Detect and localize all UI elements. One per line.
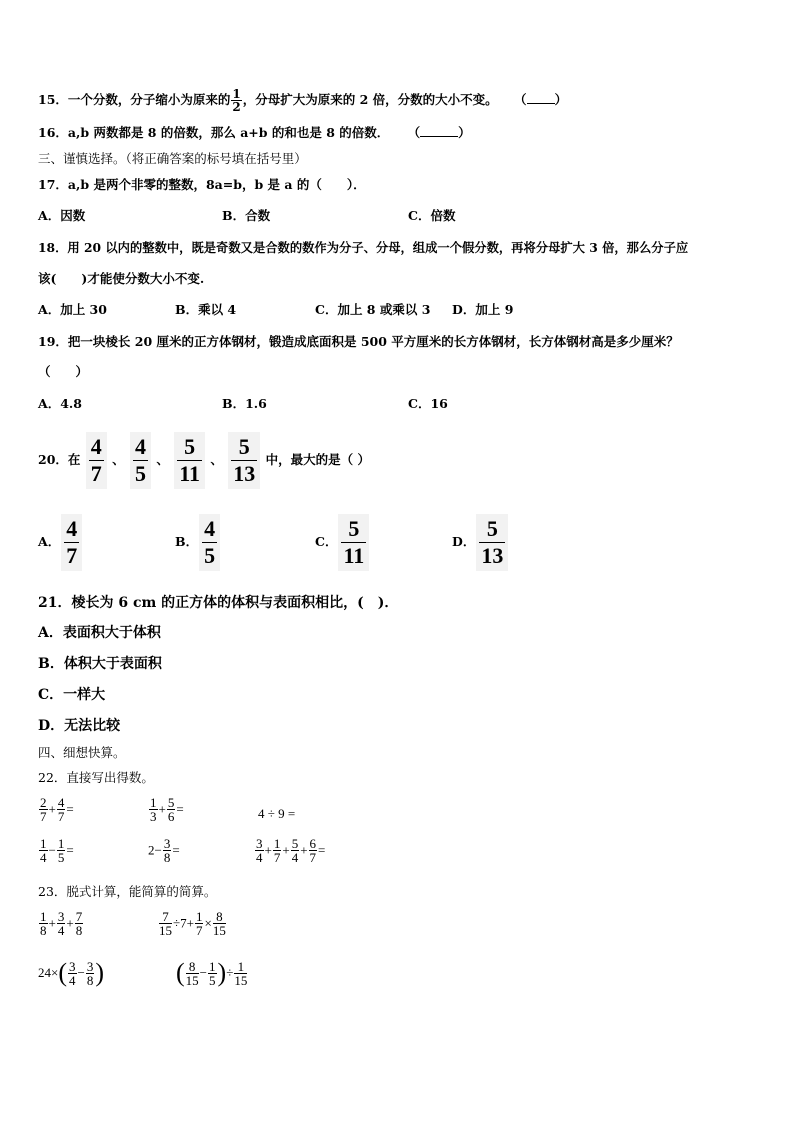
question-20-stem xyxy=(38,430,370,492)
q15-bracket-close: ） xyxy=(554,92,568,107)
question-19-stem: 19．把一块棱长 20 厘米的正方体钢材，锻造成底面积是 500 平方厘米的长方体钢材，长方体钢材高是多少厘米？ xyxy=(38,334,679,349)
times-sign: × xyxy=(204,915,212,931)
q23-e2-frac-a: $\frac{7}{15}$ xyxy=(159,909,172,938)
q17-option-c[interactable]: C．倍数 xyxy=(408,208,456,223)
divide-sign: ÷ xyxy=(226,965,234,980)
plus-sign: + xyxy=(48,915,56,931)
q20-option-c-fraction xyxy=(338,514,369,571)
number-seven: 7 xyxy=(180,915,187,931)
q19-option-b[interactable]: B．1.6 xyxy=(222,396,267,411)
q20-frac-2-denominator: 5 xyxy=(135,461,146,486)
q20-option-a-fraction xyxy=(61,514,82,571)
q20-option-a-numerator: 4 xyxy=(66,516,78,541)
q15-answer-blank[interactable] xyxy=(527,103,555,104)
q15-number: 15． xyxy=(38,92,68,107)
q20-frac-4-denominator: 13 xyxy=(233,461,256,486)
q23-expr-1 xyxy=(38,910,84,937)
q23-e1-frac-c: $\frac{7}{8}$ xyxy=(75,909,83,938)
q23-expr-3: 24×( $\frac{3}{4}$ − $\frac{3}{8}$ ) xyxy=(38,958,105,988)
q21-option-d[interactable]: D．无法比较 xyxy=(38,718,121,734)
q22-expr-4 xyxy=(38,837,74,864)
q20-option-d-fraction xyxy=(476,514,508,571)
q15-text-b: ，分母扩大为原来的 2 倍，分数的大小不变。 xyxy=(242,92,498,107)
plus-sign: + xyxy=(300,842,308,858)
q22-expr-1 xyxy=(38,796,74,823)
q18-option-a[interactable]: A．加上 30 xyxy=(38,302,107,317)
equals-sign: = xyxy=(318,842,326,858)
plus-sign: + xyxy=(66,915,74,931)
q23-e4-frac-a: $\frac{8}{15}$ xyxy=(185,958,199,988)
q20-option-d-label: D． xyxy=(452,534,476,549)
q16-bracket-open: （ xyxy=(407,125,421,140)
q21-option-a[interactable]: A．表面积大于体积 xyxy=(38,625,161,641)
number-two: 2 xyxy=(148,842,155,858)
q15-frac-numerator: 1 xyxy=(232,87,241,101)
question-18-stem-line2: 该( )才能使分数大小不变. xyxy=(38,271,205,286)
q22-e6-frac-d: $\frac{6}{7}$ xyxy=(309,836,317,865)
q20-frac-2 xyxy=(130,432,151,489)
q18-option-b[interactable]: B．乘以 4 xyxy=(175,302,237,317)
plus-sign: + xyxy=(264,842,272,858)
q16-bracket-close: ） xyxy=(458,125,471,140)
q20-separator: 、 xyxy=(112,452,125,467)
q15-bracket-open: （ xyxy=(514,92,527,107)
q19-option-a[interactable]: A．4.8 xyxy=(38,396,82,411)
q16-number: 16． xyxy=(38,125,68,140)
question-15 xyxy=(38,88,567,113)
q22-e1-frac-b: $\frac{4}{7}$ xyxy=(57,795,65,824)
q23-e1-frac-b: $\frac{3}{4}$ xyxy=(57,909,65,938)
equals-sign: = xyxy=(176,801,184,817)
q22-expr-3: 4 ÷ 9 = xyxy=(258,806,296,821)
q23-expr-4: ( $\frac{8}{15}$ − $\frac{1}{5}$ )÷ $\frac{1}{15}$ xyxy=(176,958,248,988)
minus-sign: − xyxy=(199,965,208,980)
q23-expr-2 xyxy=(158,910,227,937)
times-sign: × xyxy=(51,965,59,980)
q23-e1-frac-a: $\frac{1}{8}$ xyxy=(40,909,47,938)
question-18-stem-line1: 18．用 20 以内的整数中，既是奇数又是合数的数作为分子、分母，组成一个假分数，再将分母扩大 3 倍，那么分子应 xyxy=(38,240,689,255)
q16-text: a,b 两数都是 8 的倍数，那么 a+b 的和也是 8 的倍数． xyxy=(67,125,390,140)
q22-e4-frac-b: $\frac{1}{5}$ xyxy=(57,836,65,865)
q20-frac-3-numerator: 5 xyxy=(177,434,202,461)
q20-suffix: 中，最大的是（ ） xyxy=(265,452,370,467)
q21-option-b[interactable]: B．体积大于表面积 xyxy=(38,656,162,672)
minus-sign: − xyxy=(154,842,162,858)
q18-option-c[interactable]: C．加上 8 或乘以 3 xyxy=(315,302,431,317)
q20-option-b-fraction xyxy=(199,514,220,571)
minus-sign: − xyxy=(77,965,85,980)
q23-e2-frac-c: $\frac{8}{15}$ xyxy=(212,909,226,938)
q22-expr-2 xyxy=(148,796,184,823)
q20-frac-1-numerator: 4 xyxy=(90,434,102,459)
minus-sign: − xyxy=(48,842,56,858)
q19-option-c[interactable]: C．16 xyxy=(408,396,448,411)
q23-e2-frac-b: $\frac{1}{7}$ xyxy=(195,909,203,938)
plus-sign: + xyxy=(186,915,194,931)
q17-option-a[interactable]: A．因数 xyxy=(38,208,86,223)
q20-option-a-denominator: 7 xyxy=(66,543,78,568)
number-twenty-four: 24 xyxy=(38,965,51,980)
q20-separator: 、 xyxy=(156,452,169,467)
q15-fraction xyxy=(231,88,241,113)
q23-e4-frac-c: $\frac{1}{15}$ xyxy=(234,958,248,988)
q22-e6-frac-c: $\frac{5}{4}$ xyxy=(291,836,299,865)
equals-sign: = xyxy=(66,801,74,817)
q20-option-a-label: A． xyxy=(38,534,61,549)
q20-option-b-label: B． xyxy=(175,534,199,549)
question-16 xyxy=(38,124,471,142)
divide-sign: ÷ xyxy=(173,915,181,931)
q20-frac-3-denominator: 11 xyxy=(179,461,201,486)
plus-sign: + xyxy=(282,842,290,858)
q22-e6-frac-b: $\frac{1}{7}$ xyxy=(273,836,281,865)
q16-answer-blank[interactable] xyxy=(420,136,458,137)
q20-option-c-numerator: 5 xyxy=(341,516,366,543)
q22-e2-frac-b: $\frac{5}{6}$ xyxy=(167,795,175,824)
plus-sign: + xyxy=(158,801,166,817)
question-22-stem: 22．直接写出得数。 xyxy=(38,770,154,785)
q20-frac-4 xyxy=(228,432,260,489)
q20-option-c[interactable] xyxy=(315,512,370,572)
q22-e1-frac-a: $\frac{2}{7}$ xyxy=(40,795,47,824)
q20-option-d[interactable] xyxy=(452,512,509,572)
q20-option-d-numerator: 5 xyxy=(479,516,505,543)
q21-option-c[interactable]: C．一样大 xyxy=(38,687,106,703)
q15-frac-denominator: 2 xyxy=(232,100,241,114)
equals-sign: = xyxy=(172,842,180,858)
q17-option-b[interactable]: B．合数 xyxy=(222,208,271,223)
q20-frac-3 xyxy=(174,432,205,489)
q20-option-b-denominator: 5 xyxy=(204,543,216,568)
q23-e4-frac-b: $\frac{1}{5}$ xyxy=(209,958,216,988)
q19-answer-bracket[interactable]: （ ） xyxy=(38,364,89,379)
q20-option-c-label: C． xyxy=(315,534,338,549)
question-17-stem: 17．a,b 是两个非零的整数，8a=b，b 是 a 的（ ）． xyxy=(38,177,366,192)
q20-prefix: 20．在 xyxy=(38,452,81,467)
q20-frac-1-denominator: 7 xyxy=(90,461,102,486)
q20-option-c-denominator: 11 xyxy=(343,543,365,568)
q22-e4-frac-a: $\frac{1}{4}$ xyxy=(40,836,47,865)
q23-e3-frac-b: $\frac{3}{8}$ xyxy=(86,958,94,988)
q22-expr-6 xyxy=(254,837,325,864)
question-21-stem: 21．棱长为 6 cm 的正方体的体积与表面积相比，( )． xyxy=(38,595,399,611)
plus-sign: + xyxy=(48,801,56,817)
q20-option-a[interactable] xyxy=(38,512,83,572)
q20-frac-2-numerator: 4 xyxy=(135,434,146,459)
q22-e5-frac: $\frac{3}{8}$ xyxy=(163,836,171,865)
q20-separator: 、 xyxy=(210,452,223,467)
equals-sign: = xyxy=(66,842,74,858)
question-23-stem: 23．脱式计算，能简算的简算。 xyxy=(38,884,217,899)
q23-e3-frac-a: $\frac{3}{4}$ xyxy=(69,958,76,988)
q18-option-d[interactable]: D．加上 9 xyxy=(452,302,514,317)
q15-text-a: 一个分数，分子缩小为原来的 xyxy=(67,92,231,107)
q20-option-b[interactable] xyxy=(175,512,221,572)
q22-e6-frac-a: $\frac{3}{4}$ xyxy=(256,836,263,865)
section-4-heading: 四、细想快算。 xyxy=(38,745,126,760)
q20-frac-1 xyxy=(86,432,107,489)
q20-option-d-denominator: 13 xyxy=(481,543,504,568)
q22-e2-frac-a: $\frac{1}{3}$ xyxy=(150,795,157,824)
section-3-heading: 三、谨慎选择。（将正确答案的标号填在括号里） xyxy=(38,151,307,166)
q20-option-b-numerator: 4 xyxy=(204,516,216,541)
q22-expr-5 xyxy=(148,837,180,864)
q20-frac-4-numerator: 5 xyxy=(231,434,257,461)
